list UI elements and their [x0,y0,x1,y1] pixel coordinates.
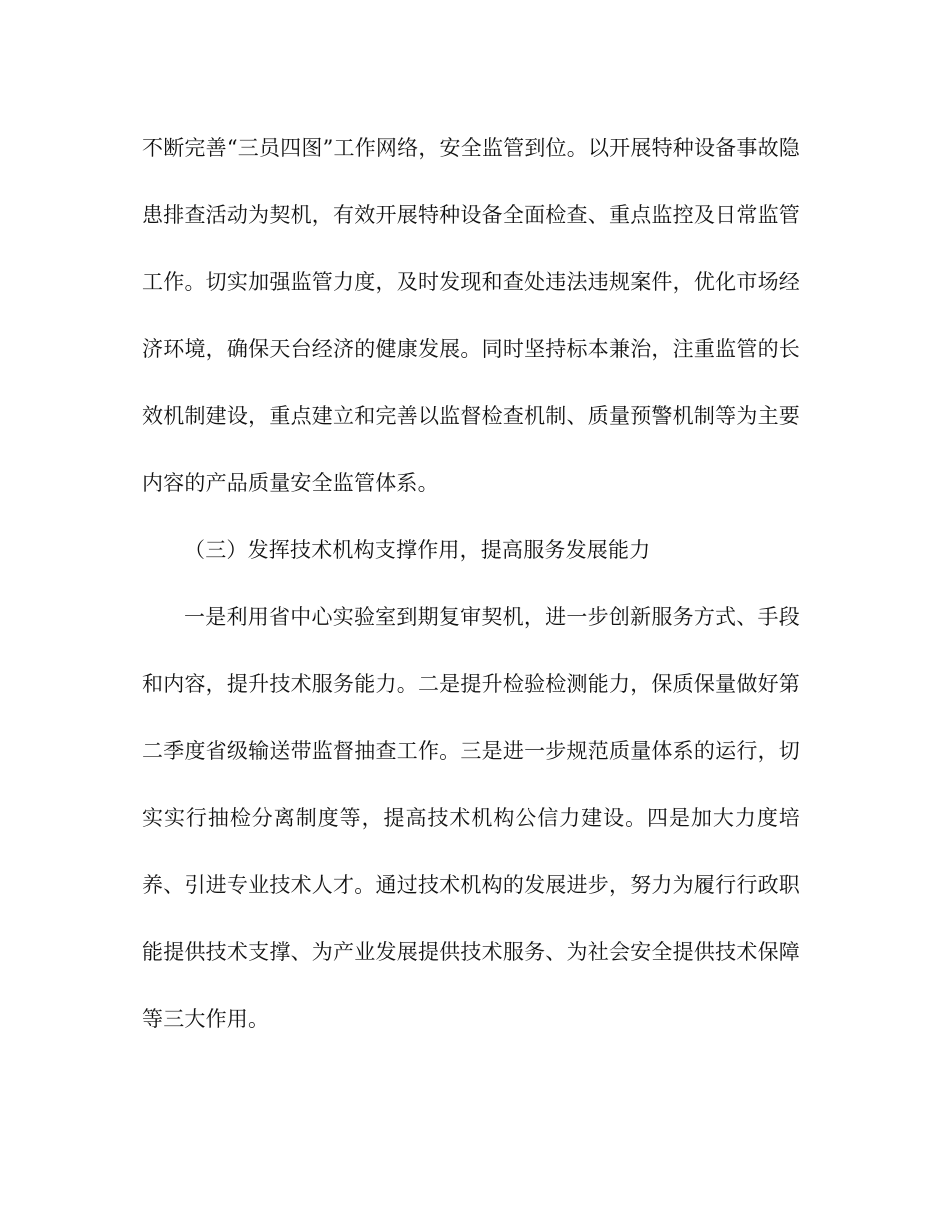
paragraph-technical-services: 一是利用省中心实验室到期复审契机，进一步创新服务方式、手段和内容，提升技术服务能力。二是提升检验检测能力，保质保量做好第二季度省级输送带监督抽查工作。三是进一步规范质量体系的运行，切实实行抽检分离制度等，提高技术机构公信力建设。四是加大力度培养、引进专业技术人才。通过技术机构的发展进步，努力为履行行政职能提供技术支撑、为产业发展提供技术服务、为社会安全提供技术保障等三大作用。 [142,605,800,1031]
section-heading-three: （三）发挥技术机构支撑作用，提高服务发展能力 [184,538,651,562]
paragraph-supervision: 不断完善“三员四图”工作网络，安全监管到位。以开展特种设备事故隐患排查活动为契机，有效开展特种设备全面检查、重点监控及日常监管工作。切实加强监管力度，及时发现和查处违法违规案件，优化市场经济环境，确保天台经济的健康发展。同时坚持标本兼治，注重监管的长效机制建设，重点建立和完善以监督检查机制、质量预警机制等为主要内容的产品质量安全监管体系。 [142,136,800,495]
document-body [142,115,800,1053]
